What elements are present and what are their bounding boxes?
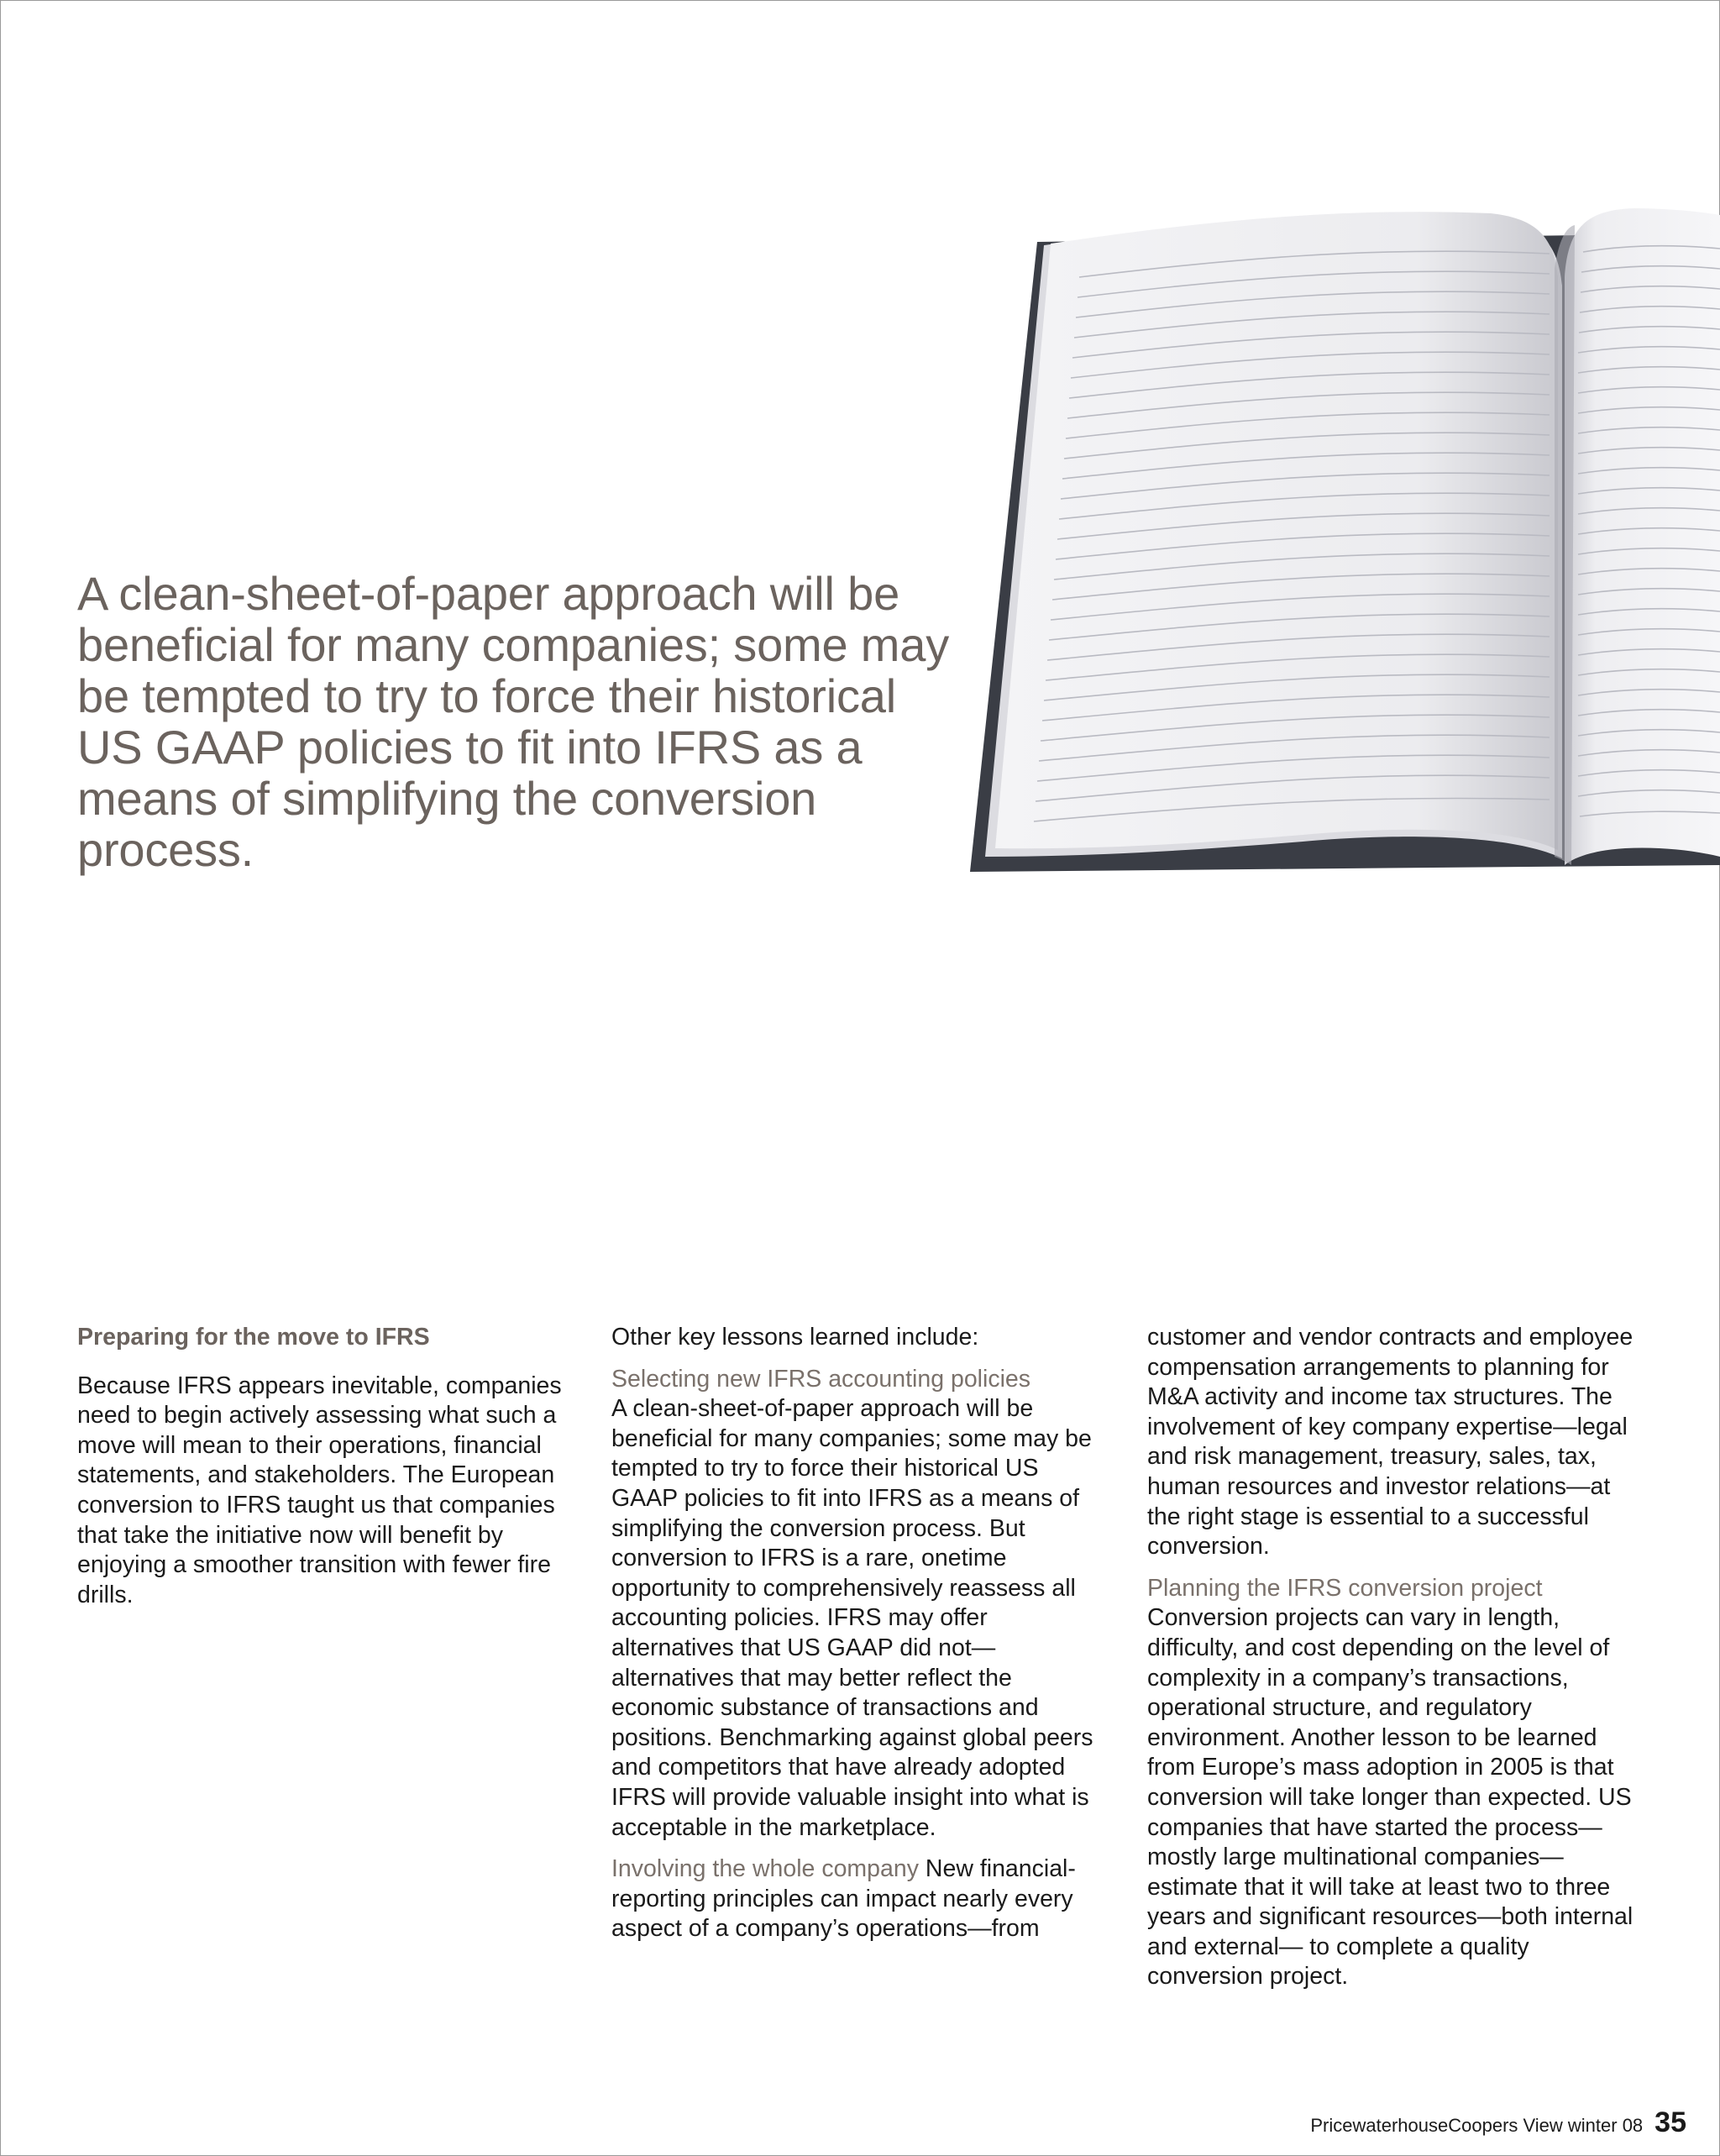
paragraph: New financial-reporting principles can impact nearly every aspect of a company’s operations—from: [611, 1855, 1076, 1943]
open-notebook-image: [970, 193, 1720, 882]
section-heading: Preparing for the move to IFRS: [77, 1324, 430, 1351]
paragraph: Conversion projects can vary in length, difficulty, and cost depending on the level of complexity in a company’s transactions, operational structure, and regulatory environment. Another lesson to be learned from Europe’s mass adoption in 2005 is that conversion will take longer than expected. US companies that have started the process—mostly large multinational companies—estimate that it will take at least two to three years and significant resources—both internal and external— to complete a quality conversion project.: [1147, 1604, 1633, 1991]
subheading-selecting-policies: Selecting new IFRS accounting policies: [611, 1365, 1031, 1393]
paragraph: customer and vendor contracts and employee compensation arrangements to planning for M&A activity and income tax structures. The involvement of key company expertise—legal and risk management, treasury, sales, tax, human resources and investor relations—at the right stage is essential to a successful conversion.: [1147, 1324, 1633, 1561]
column-1: [77, 1323, 573, 1622]
publication-name: PricewaterhouseCoopers View winter 08: [1310, 2115, 1644, 2136]
column-2: [611, 1323, 1107, 1956]
paragraph: Because IFRS appears inevitable, companies need to begin actively assessing what such a move will mean to their operations, financial statements, and stakeholders. The European conversion to IFRS taught us that companies that take the initiative now will benefit by enjoying a smoother transition with fewer fire drills.: [77, 1372, 562, 1608]
paragraph-intro: Other key lessons learned include:: [611, 1324, 979, 1351]
paragraph: A clean-sheet-of-paper approach will be beneficial for many companies; some may be tempted to try to force their historical US GAAP policies to fit into IFRS as a means of simplifying the conversion process. But conversion to IFRS is a rare, onetime opportunity to comprehensively reassess all accounting policies. IFRS may offer alternatives that US GAAP did not—alternatives that may better reflect the economic substance of transactions and positions. Benchmarking against global peers and competitors that have already adopted IFRS will provide valuable insight into what is acceptable in the marketplace.: [611, 1395, 1093, 1841]
pull-quote: A clean-sheet-of-paper approach will be beneficial for many companies; some may be tempted to try to force their historical US GAAP policies to fit into IFRS as a means of simplifying the conversion process.: [77, 567, 949, 876]
page-number: 35: [1654, 2106, 1686, 2138]
page-footer: [1310, 2106, 1686, 2139]
subheading-planning-project: Planning the IFRS conversion project: [1147, 1574, 1543, 1602]
subheading-involving-company: Involving the whole company: [611, 1855, 919, 1883]
column-3: [1147, 1323, 1643, 2004]
